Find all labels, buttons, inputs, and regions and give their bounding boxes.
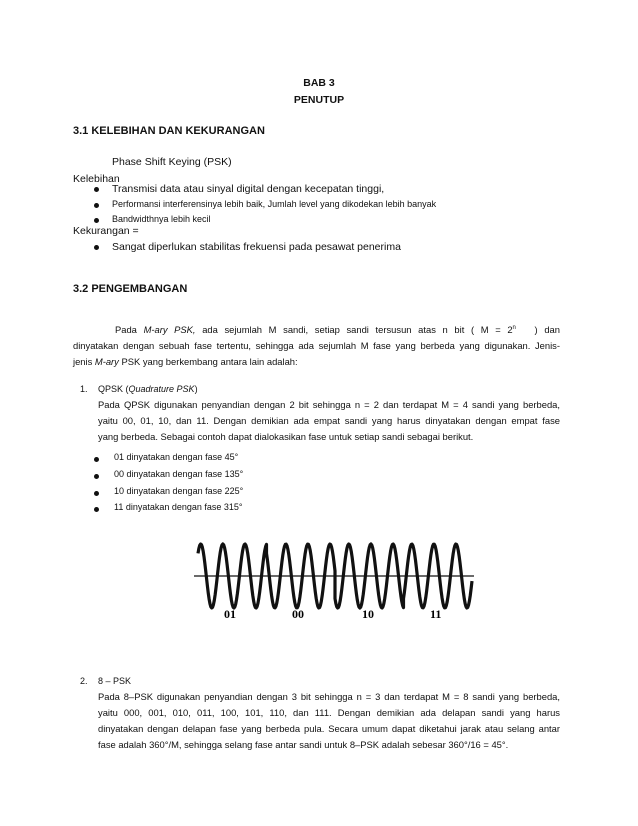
mary-psk-intro [73,320,560,370]
bit-label: 01 [224,607,236,621]
bit-label: 10 [362,607,374,621]
bullet-icon [94,457,99,462]
qpsk-waveform-figure [190,526,480,638]
intro-line-1: Pada M-ary PSK, ada sejumlah M sandi, setiap sandi tersusun atas n bit ( $M = 2^n$ ) dan [115,324,560,336]
intro-line-3: jenis M-ary PSK yang berkembang antara lain adalah: [73,356,298,368]
list-number-1: 1. [80,384,88,394]
qpsk-description: Pada QPSK digunakan penyandian dengan 2 bit sehingga n = 2 dan terdapat M = 4 sandi yang berbeda, yaitu 00, 01, 10, dan 11. Dengan demikian ada empat sandi yang harus dinyatakan dengan empat fase yang berbeda. Sebagai contoh dapat dialokasikan fase untuk setiap sandi sebagai berikut. [98,399,560,442]
bullet-icon [94,491,99,496]
qpsk-phase-item: 01 dinyatakan dengan fase 45° [114,452,239,462]
bullet-icon [94,245,99,250]
intro-line-2: dinyatakan dengan sebuah fase tertentu, sehingga ada sejumlah M fase yang berbeda yang digunakan. Jenis- [73,340,560,352]
kelebihan-label: Kelebihan [73,173,120,185]
bullet-icon [94,474,99,479]
8psk-description: Pada 8–PSK digunakan penyandian dengan 3 bit sehingga n = 3 dan terdapat M = 8 sandi yang berbeda, yaitu 000, 001, 010, 011, 100, 101, 110, dan 111. Dengan demikian ada delapan sandi yang harus dinyatakan dengan delapan fase yang berbeda pula. Secara umum dapat diketahui jarak atau selang antar fase adalah 360°/M, sehingga selang fase antar sandi untuk 8–PSK adalah sebesar 360°/16 = 45°. [98,691,560,750]
section-heading-3-2: 3.2 PENGEMBANGAN [73,283,188,295]
bullet-icon [94,218,99,223]
bullet-icon [94,187,99,192]
chapter-title: PENUTUP [293,94,345,106]
psk-subtitle: Phase Shift Keying (PSK) [112,156,232,168]
kekurangan-label: Kekurangan = [73,225,139,237]
qpsk-title: QPSK (Quadrature PSK) [98,384,198,394]
qpsk-phase-item: 10 dinyatakan dengan fase 225° [114,486,244,496]
qpsk-phase-item: 00 dinyatakan dengan fase 135° [114,469,244,479]
qpsk-phase-item: 11 dinyatakan dengan fase 315° [114,502,243,512]
8psk-title: 8 – PSK [98,676,132,686]
bullet-icon [94,203,99,208]
kekurangan-item: Sangat diperlukan stabilitas frekuensi pada pesawat penerima [112,241,401,253]
list-number-2: 2. [80,676,88,686]
kelebihan-item: Transmisi data atau sinyal digital dengan kecepatan tinggi, [112,183,385,195]
kelebihan-item: Performansi interferensinya lebih baik, Jumlah level yang dikodekan lebih banyak [112,199,437,209]
bit-label: 00 [292,607,304,621]
chapter-number: BAB 3 [303,77,335,89]
section-heading-3-1: 3.1 KELEBIHAN DAN KEKURANGAN [73,125,265,137]
bit-label: 11 [430,607,442,621]
bullet-icon [94,507,99,512]
kelebihan-item: Bandwidthnya lebih kecil [112,214,211,224]
